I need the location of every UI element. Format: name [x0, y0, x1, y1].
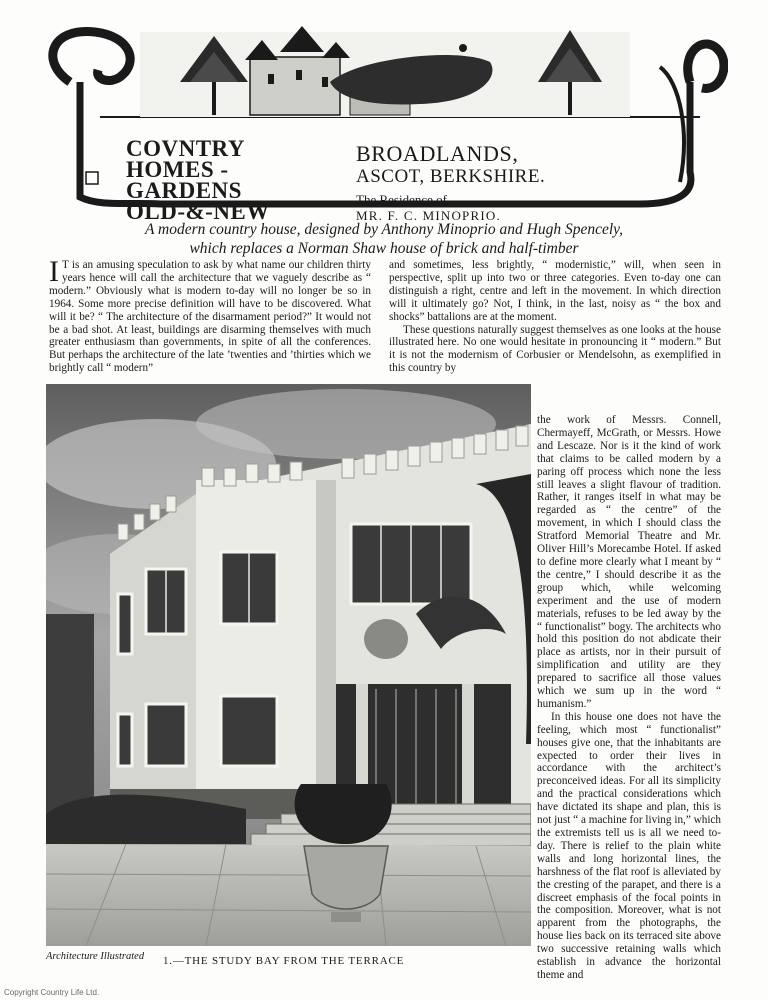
- paragraph: and sometimes, less brightly, “ modernistic,” will, when seen in perspective, split up into two or three categories. Even to-day one can distinguish a right, centre and left in the movement. In which direction will it ultimately go? Not, I think, in the last, noisy as “ the box and shocks” battalions are at the moment.: [389, 259, 721, 323]
- brand-line: COVNTRY: [126, 136, 245, 161]
- article-title-block: [356, 142, 656, 224]
- paragraph: In this house one does not have the feeling, which most “ functionalist” houses give one, that the inhabitants are expected to order their lives in accordance with the architect’s preconceived ideas. For all its simplicity and the practical considerations which have dictated its shape and plan, this is not just “ a machine for living in,” which the extremists tell us is all we need to-day. There is relief to the plain white walls and long horizontal lines, the harshness of the flat roof is alleviated by the cresting of the parapet, and there is a discreet emphasis of the focal points in the composition. Moreover, what is not apparent from the photographs, the house lies back on its terraced site above two successive retaining walls which establish in advance the horizontal theme and: [537, 710, 721, 981]
- bird-icon: [459, 44, 467, 52]
- article-location: ASCOT, BERKSHIRE.: [356, 166, 546, 187]
- right-scroll-ornament: [688, 44, 724, 88]
- paragraph: These questions naturally suggest themselves as one looks at the house illustrated here. No one would hesitate in pronouncing it “ modern.” But it is not the modernism of Corbusier or Mendelsohn, as exemplified in this country by: [389, 323, 721, 375]
- narrow-column-text: [537, 414, 721, 982]
- left-scroll-ornament: [53, 32, 130, 82]
- photo-caption: 1.—THE STUDY BAY FROM THE TERRACE: [163, 955, 405, 967]
- left-column-text: [49, 255, 371, 375]
- masthead: [40, 22, 728, 224]
- monogram-icon: [86, 172, 98, 184]
- series-brand: [126, 138, 341, 222]
- photo-illustration: [46, 384, 531, 946]
- article-title: BROADLANDS,: [356, 141, 519, 166]
- subtitle-line: which replaces a Norman Shaw house of brick and half-timber: [189, 240, 579, 257]
- paragraph: the work of Messrs. Connell, Chermayeff, McGrath, or Messrs. Howe and Lescaze. Nor is it the kind of work that claims to be called modern by a paring off process which none the less still leaves a slight flavour of tradition. Rather, it ranges itself in what may be regarded as “ the centre” of the movement, in which I should class the Stratford Memorial Theatre and Mr. Oliver Hill’s Morecambe Hotel. If asked to define more clearly what I meant by “ the centre,” I should describe it as the group which, while welcoming experiment and the use of modern materials, refuses to be led away by the “ functionalist” bogy. The architects who hold this position do not abdicate their place as artists, nor in their pursuit of simplification and utility are they prepared to sacrifice all those values which we sum up in the word “ humanism.”: [537, 414, 721, 710]
- subtitle-line: A modern country house, designed by Anthony Minoprio and Hugh Spencely,: [144, 221, 624, 238]
- paragraph: [49, 255, 371, 375]
- right-column-text: [389, 259, 721, 375]
- article-subtitle: [40, 220, 728, 258]
- terrace-paving: [46, 844, 531, 946]
- paragraph-text: T is an amusing speculation to ask by what name our children thirty years hence will call the architecture that we vaguely describe as “ modern.” Obviously what is modern to-day will no longer be so in 1964. Some more precise definition will have to be discovered. What will it be? “ The architecture of the disarmament period?” It would not be a bad shot. At least, buildings are disarming themselves with much greater enthusiasm than governments, in spite of all the conferences. But perhaps the architecture of the late ’twenties and ’thirties which we brightly call “ modern”: [49, 259, 371, 375]
- house-photograph: [46, 384, 531, 946]
- copyright-notice: Copyright Country Life Ltd.: [4, 988, 100, 997]
- heraldic-plaque: [364, 619, 408, 659]
- photo-credit: Architecture Illustrated: [46, 951, 145, 962]
- brand-line: HOMES -: [126, 157, 229, 182]
- owner-name: MR. F. C. MINOPRIO.: [356, 208, 501, 223]
- drop-cap: I: [49, 255, 59, 288]
- left-trees: [46, 614, 94, 814]
- brand-line: GARDENS: [126, 178, 242, 203]
- residence-label: The Residence of: [356, 192, 447, 207]
- brand-line: OLD-&-NEW: [126, 199, 270, 224]
